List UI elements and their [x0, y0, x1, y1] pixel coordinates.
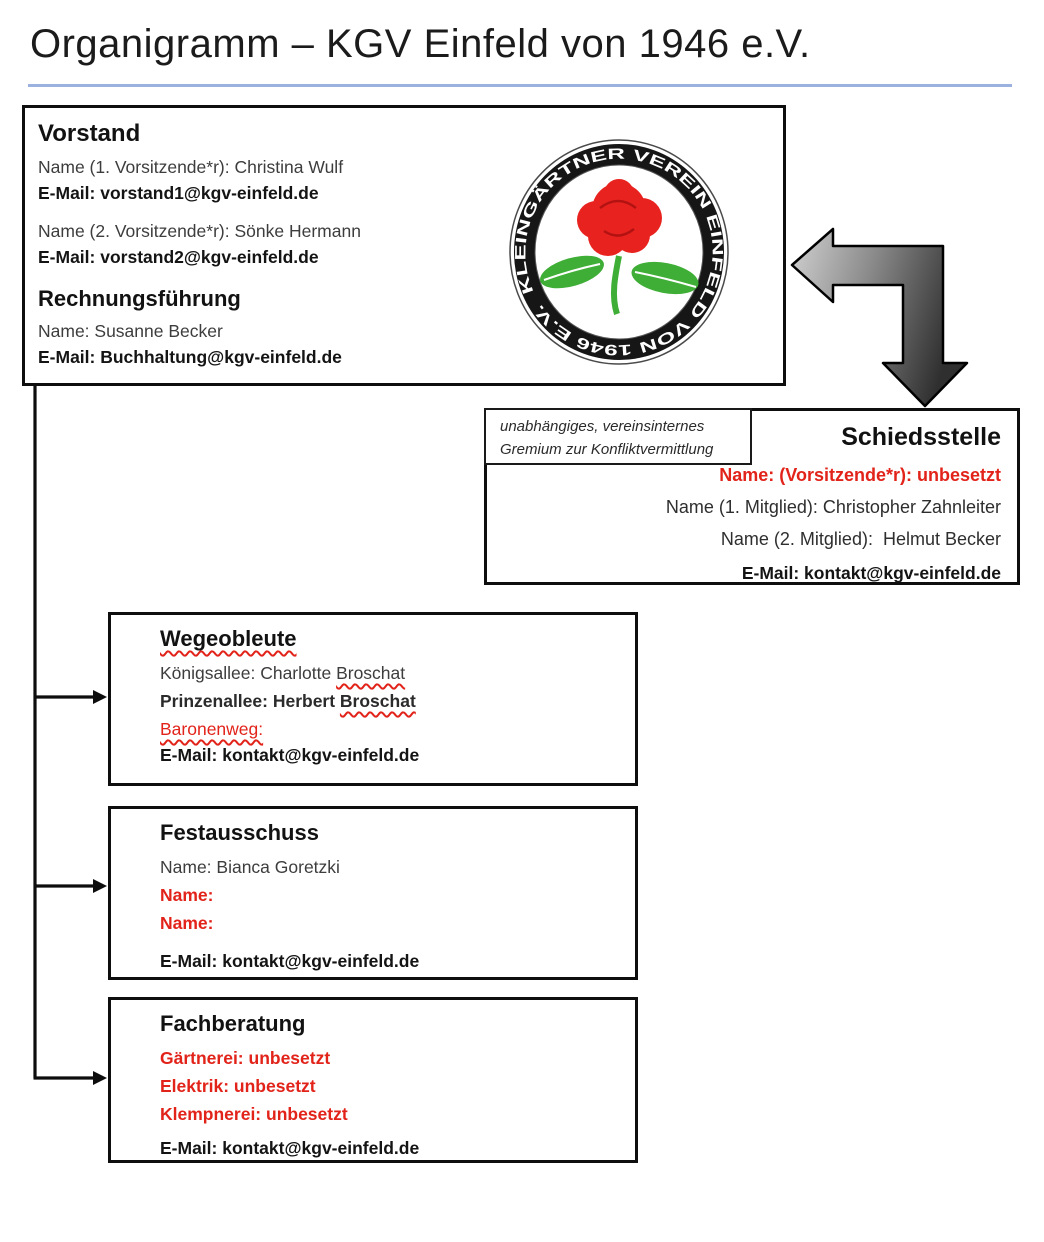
note-line-1: unabhängiges, vereinsinternes	[500, 418, 705, 435]
arrowhead-wegeobleute-icon	[93, 690, 107, 704]
wegeobleute-heading: Wegeobleute	[160, 626, 297, 651]
chair1-email: E-Mail: vorstand1@kgv-einfeld.de	[38, 183, 319, 203]
schiedsstelle-email: E-Mail: kontakt@kgv-einfeld.de	[741, 563, 1001, 583]
logo-ring-text: KLEINGÄRTNER VEREIN EINFELD VON 1946 E.V.	[512, 145, 726, 359]
spellcheck-word: Broschat	[336, 663, 406, 683]
schiedsstelle-vacant-line: Name: (Vorsitzende*r): unbesetzt	[719, 465, 1001, 485]
spellcheck-word: Broschat	[339, 691, 416, 711]
vorstand-heading: Vorstand	[38, 120, 141, 147]
schiedsstelle-box	[484, 408, 1020, 585]
club-logo-badge-icon	[508, 138, 730, 366]
festausschuss-line3: Name:	[160, 913, 214, 933]
festausschuss-box	[108, 806, 638, 980]
festausschuss-line1: Name: Bianca Goretzki	[160, 857, 340, 877]
title-underline-rule	[28, 84, 1012, 87]
schiedsstelle-heading: Schiedsstelle	[841, 423, 1001, 451]
schiedsstelle-member2: Name (2. Mitglied): Helmut Becker	[720, 529, 1001, 549]
wegeobleute-line1: Königsallee: Charlotte Broschat	[160, 663, 406, 683]
schiedsstelle-member1: Name (1. Mitglied): Christopher Zahnleiter	[665, 497, 1001, 517]
elbow-arrow-icon	[792, 229, 967, 406]
arrowhead-fachberatung-icon	[93, 1071, 107, 1085]
club-logo	[508, 138, 730, 366]
accounting-heading: Rechnungsführung	[38, 286, 241, 311]
arrowhead-festausschuss-icon	[93, 879, 107, 893]
chair2-email: E-Mail: vorstand2@kgv-einfeld.de	[38, 247, 319, 267]
wegeobleute-line3: Baronenweg:	[160, 719, 264, 739]
festausschuss-email: E-Mail: kontakt@kgv-einfeld.de	[160, 951, 420, 971]
fachberatung-box	[108, 997, 638, 1163]
chair1-name: Name (1. Vorsitzende*r): Christina Wulf	[38, 157, 344, 177]
festausschuss-heading: Festausschuss	[160, 820, 319, 845]
festausschuss-line2: Name:	[160, 885, 214, 905]
chair2-name: Name (2. Vorsitzende*r): Sönke Hermann	[38, 221, 361, 241]
page-title: Organigramm – KGV Einfeld von 1946 e.V.	[30, 22, 811, 66]
wegeobleute-email: E-Mail: kontakt@kgv-einfeld.de	[160, 745, 420, 765]
note-line-2: Gremium zur Konfliktvermittlung	[500, 441, 714, 458]
wegeobleute-line2: Prinzenallee: Herbert Broschat	[160, 691, 416, 711]
wegeobleute-box	[108, 612, 638, 786]
accounting-name: Name: Susanne Becker	[38, 321, 223, 341]
connector-tree-lines	[34, 386, 96, 1078]
fachberatung-line1: Gärtnerei: unbesetzt	[160, 1048, 331, 1068]
fachberatung-heading: Fachberatung	[160, 1011, 306, 1036]
fachberatung-line2: Elektrik: unbesetzt	[160, 1076, 316, 1096]
fachberatung-line3: Klempnerei: unbesetzt	[160, 1104, 348, 1124]
schiedsstelle-note-box	[484, 408, 752, 465]
fachberatung-email: E-Mail: kontakt@kgv-einfeld.de	[160, 1138, 420, 1158]
accounting-email: E-Mail: Buchhaltung@kgv-einfeld.de	[38, 347, 342, 367]
